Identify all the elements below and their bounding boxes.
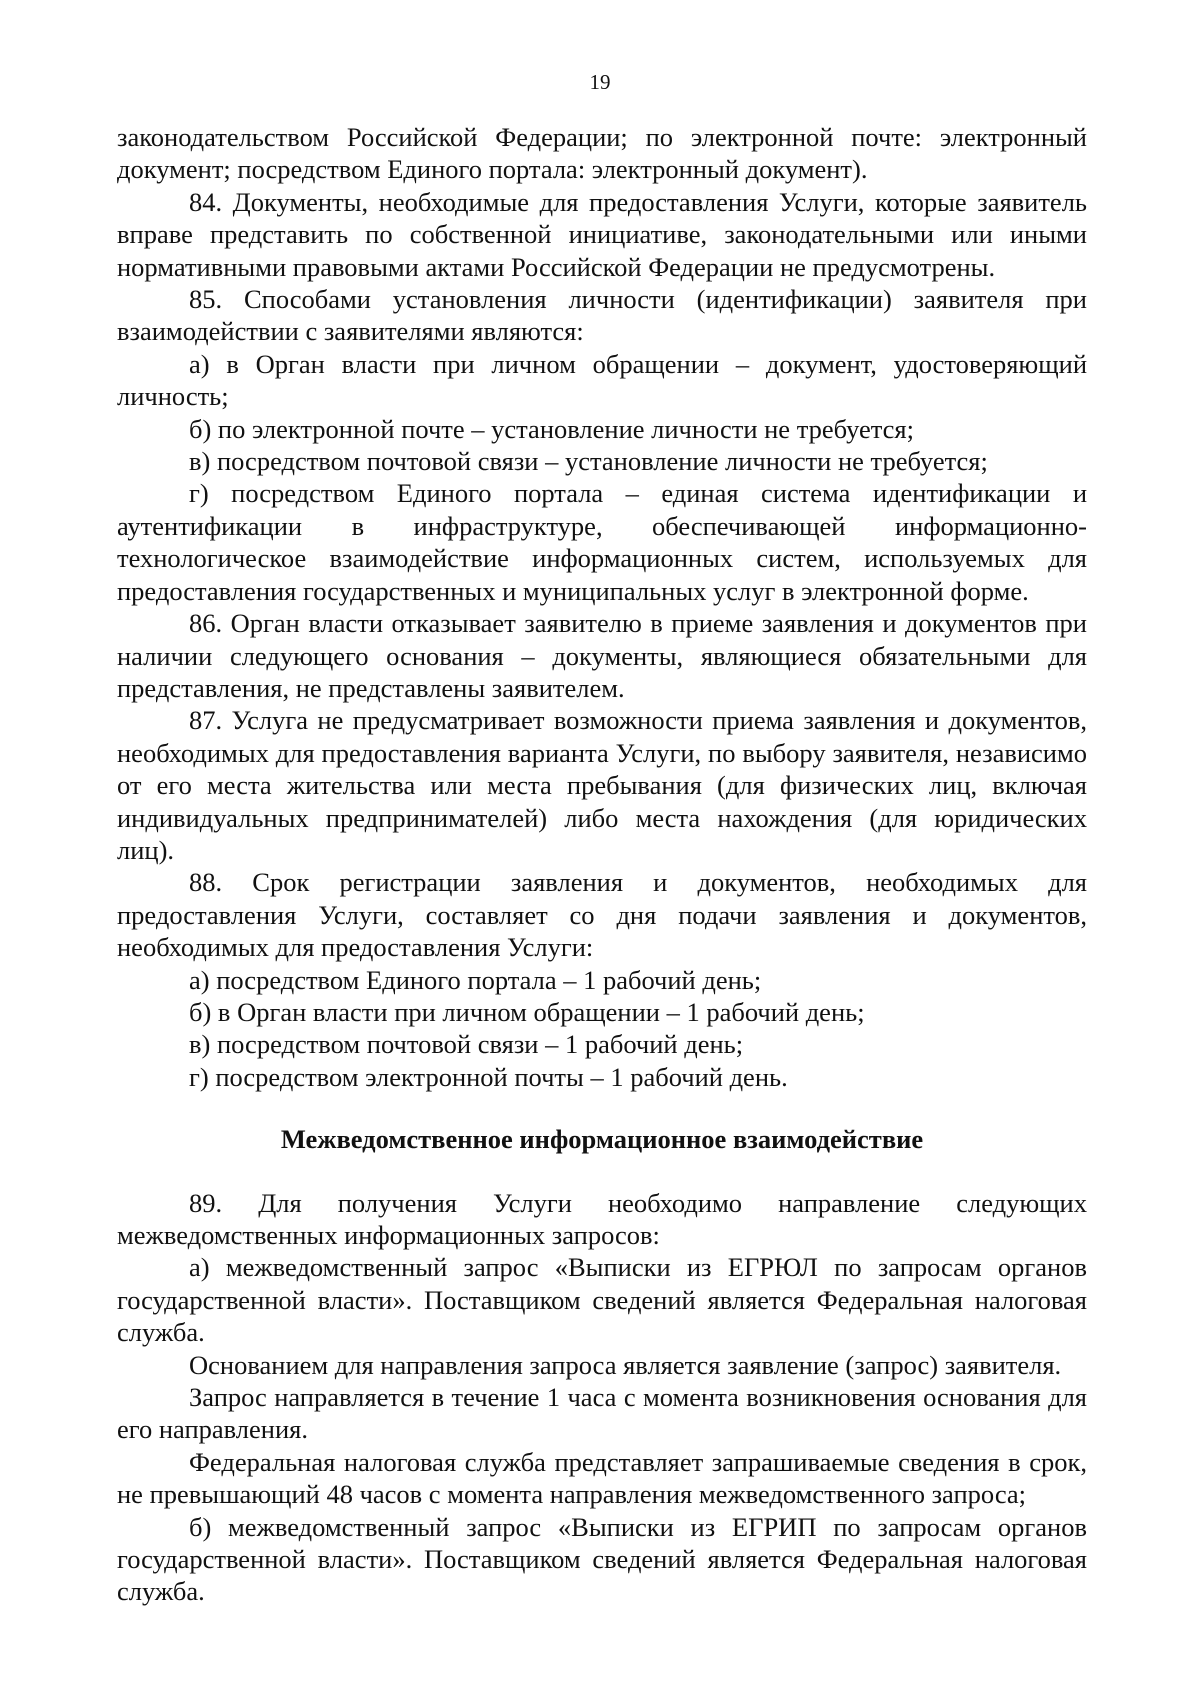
paragraph-89: 89. Для получения Услуги необходимо направление следующих межведомственных информационных запросов: [117, 1187, 1087, 1250]
paragraph-85-b: б) по электронной почте – установление личности не требуется; [189, 413, 914, 444]
paragraph-89-a: а) межведомственный запрос «Выписки из ЕГРЮЛ по запросам органов государственной власти». Поставщиком сведений является Федеральная налоговая служба. [117, 1252, 1087, 1348]
paragraph-88: 88. Срок регистрации заявления и документов, необходимых для предоставления Услуги, составляет со дня подачи заявления и документов, необходимых для предоставления Услуги: [117, 867, 1087, 963]
paragraph-85-a: а) в Орган власти при личном обращении – документ, удостоверяющий личность; [117, 348, 1087, 412]
paragraph-89-timing: Запрос направляется в течение 1 часа с момента возникновения основания для его направления. [117, 1382, 1087, 1445]
paragraph-88-g: г) посредством электронной почты – 1 рабочий день. [189, 1061, 788, 1092]
paragraph-85-v: в) посредством почтовой связи – установление личности не требуется; [189, 446, 988, 477]
paragraph-88-a: а) посредством Единого портала – 1 рабочий день; [189, 964, 762, 995]
paragraph-continuation: законодательством Российской Федерации; по электронной почте: электронный документ; посредством Единого портала: электронный документ). [117, 122, 1087, 185]
paragraph-89-b: б) межведомственный запрос «Выписки из ЕГРИП по запросам органов государственной власти». Поставщиком сведений является Федеральная налоговая служба. [117, 1511, 1087, 1607]
page-number: 19 [589, 70, 611, 94]
paragraph-89-response: Федеральная налоговая служба представляет запрашиваемые сведения в срок, не превышающий 48 часов с момента направления межведомственного запроса; [117, 1446, 1087, 1510]
paragraph-88-v: в) посредством почтовой связи – 1 рабочий день; [189, 1029, 744, 1060]
paragraph-89-basis: Основанием для направления запроса является заявление (запрос) заявителя. [189, 1349, 1062, 1380]
paragraph-86: 86. Орган власти отказывает заявителю в приеме заявления и документов при наличии следующего основания – документы, являющиеся обязательными для представления, не представлены заявителем. [117, 608, 1087, 703]
section-heading: Межведомственное информационное взаимодействие [280, 1124, 924, 1155]
document-body [117, 121, 1087, 1608]
paragraph-85: 85. Способами установления личности (идентификации) заявителя при взаимодействии с заявителями являются: [117, 284, 1087, 347]
paragraph-84: 84. Документы, необходимые для предоставления Услуги, которые заявитель вправе представить по собственной инициативе, законодательными или иными нормативными правовыми актами Российской Федерации не предусмотрены. [117, 186, 1087, 282]
paragraph-87: 87. Услуга не предусматривает возможности приема заявления и документов, необходимых для предоставления варианта Услуги, по выбору заявителя, независимо от его места жительства или места пребывания (для физических лиц, включая индивидуальных предпринимателей) либо места нахождения (для юридических лиц). [117, 705, 1087, 865]
paragraph-88-b: б) в Орган власти при личном обращении – 1 рабочий день; [189, 996, 865, 1027]
paragraph-85-g: г) посредством Единого портала – единая система идентификации и аутентификации в инфраструктуре, обеспечивающей информационно-технологическое взаимодействие информационных систем, используемых для предоставления государственных и муниципальных услуг в электронной форме. [117, 478, 1087, 606]
